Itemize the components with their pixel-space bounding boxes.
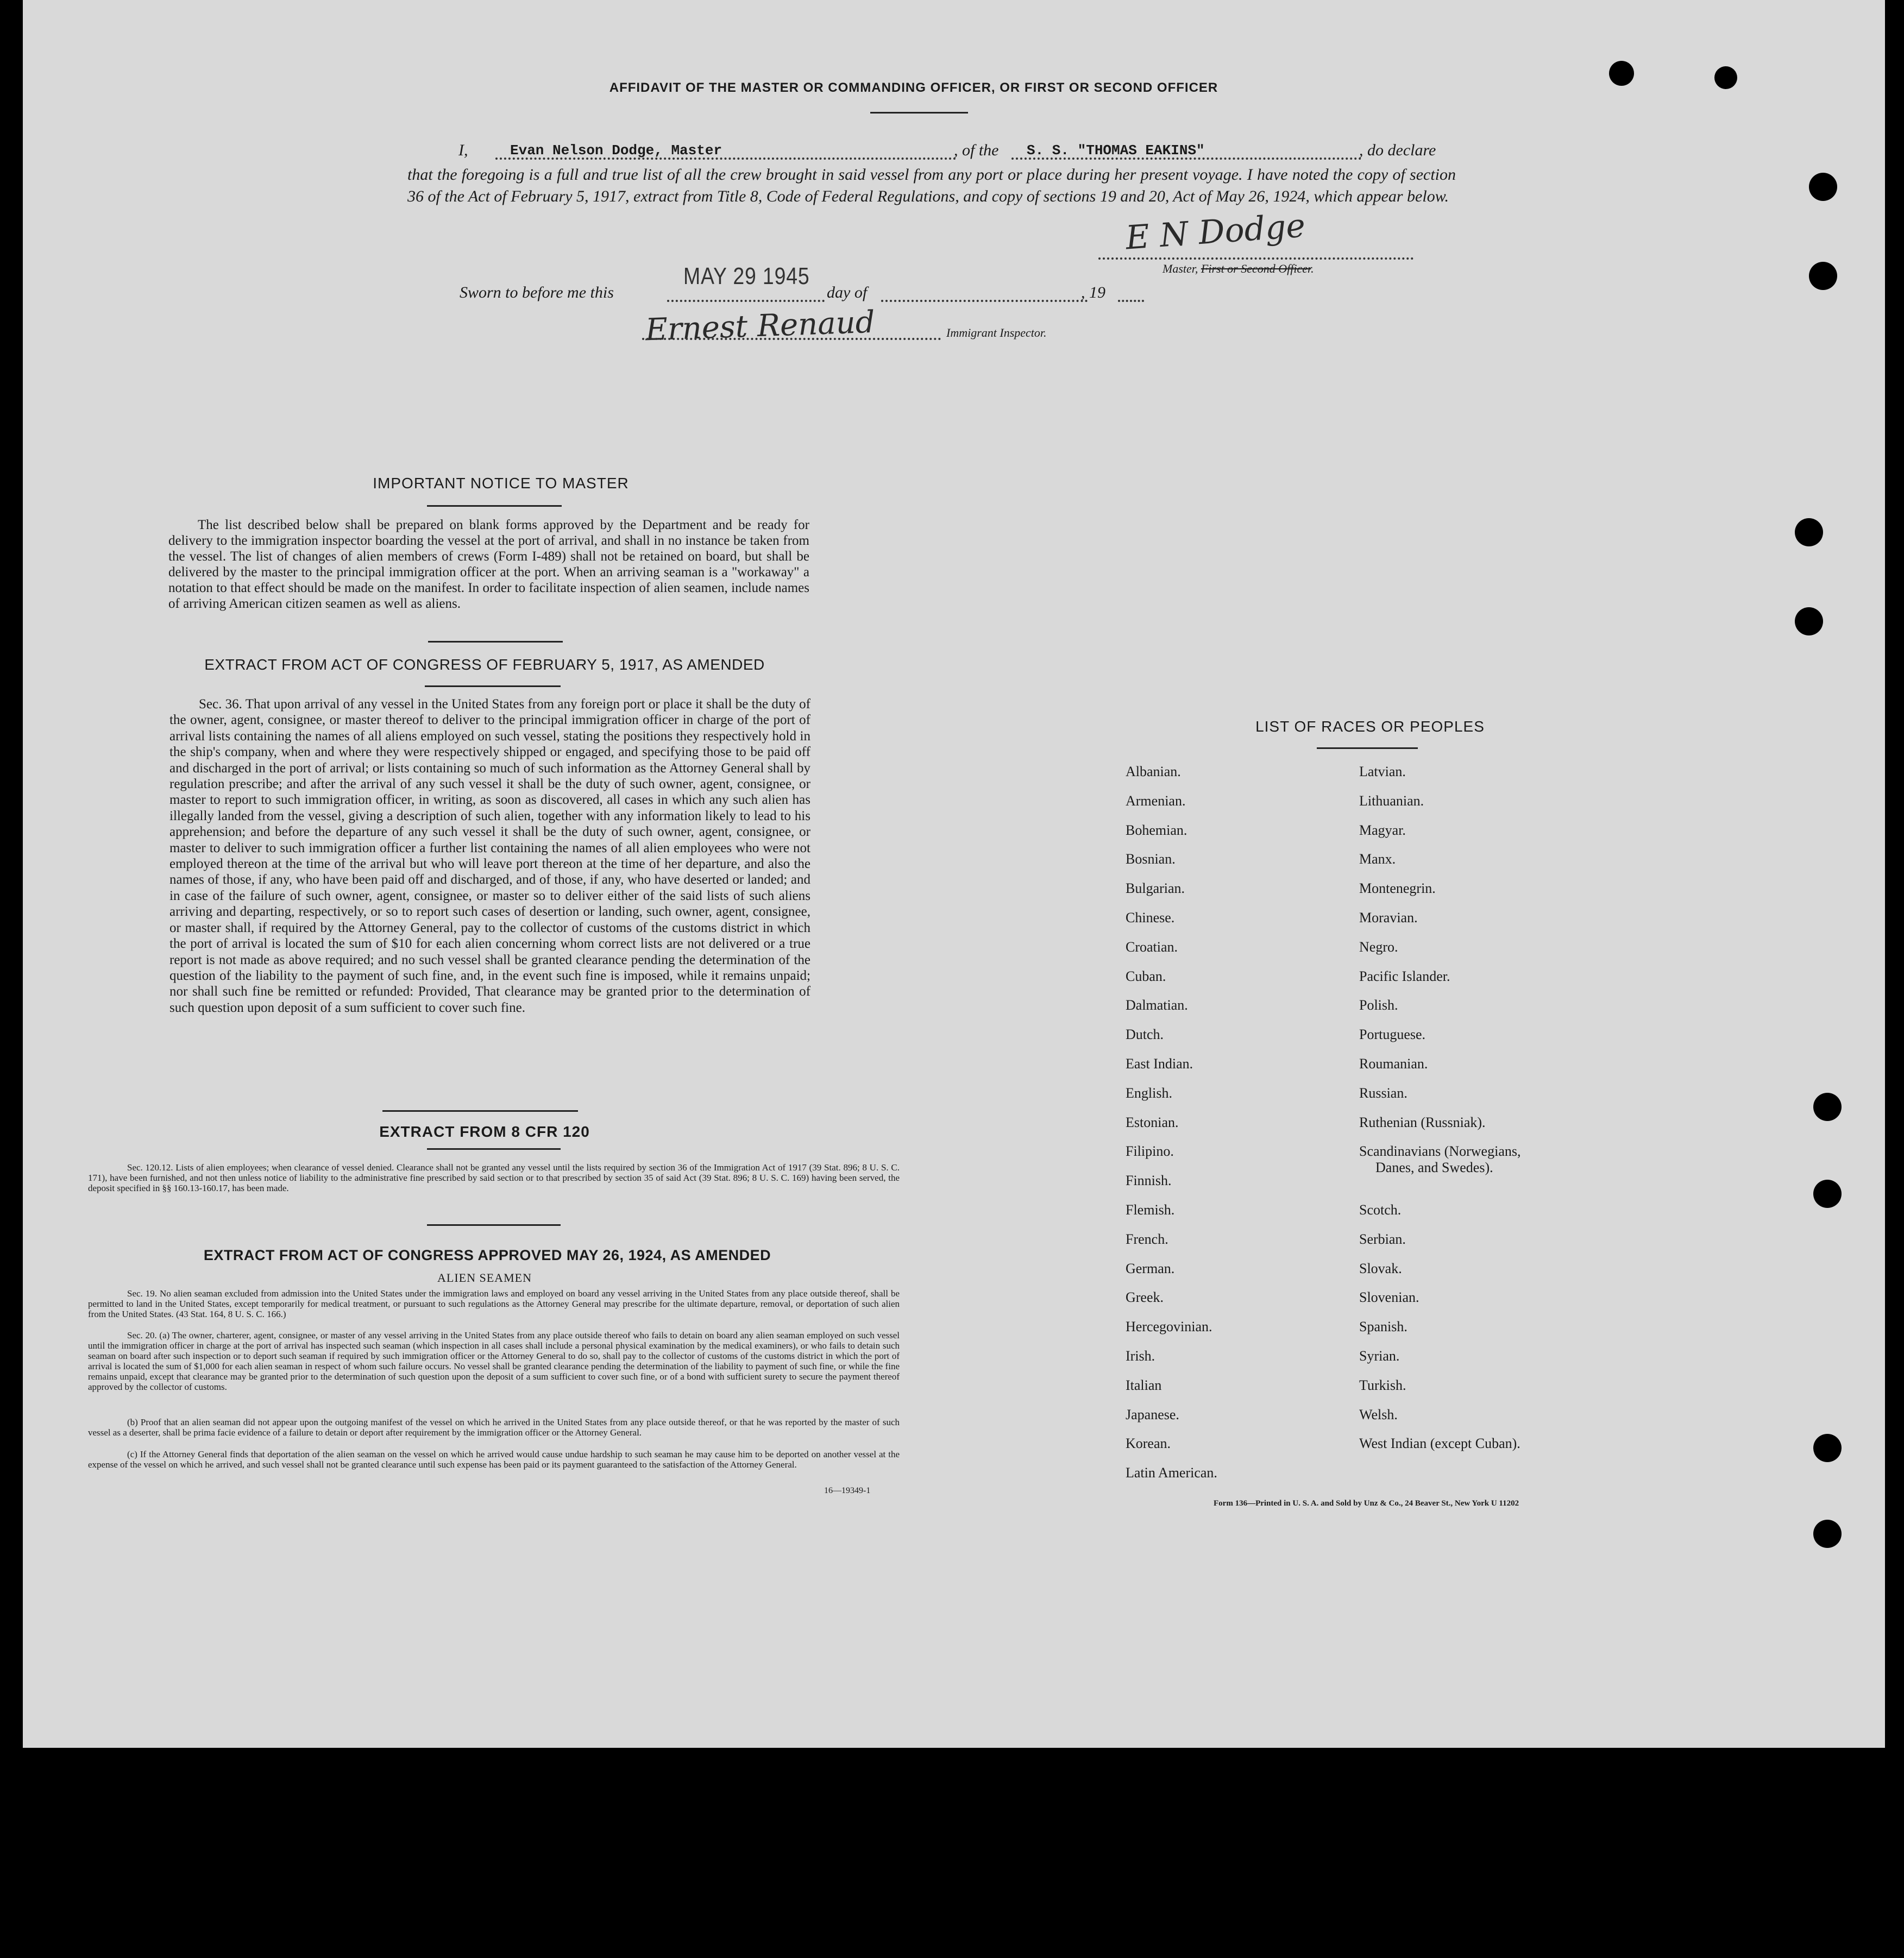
notice-text: The list described below shall be prepared on blank forms approved by the Department and be ready for delivery to the immigration inspector boarding the vessel at the port of arrival, and shall in no instance be taken from the vessel. The list of changes of alien members of crews (Form I-489) shall not be retained on board, but shall be delivered by the master to the principal immigration officer at the port. When an arriving seaman is a "workaway" a notation to that effect should be made on the manifest. In order to facilitate inspection of alien seamen, include names of arriving American citizen seamen as well as aliens.	[168, 518, 809, 611]
race-item: Danes, and Swedes).	[1375, 1160, 1493, 1176]
vessel-name-field: S. S. "THOMAS EAKINS"	[1027, 142, 1205, 159]
extract-1924-sec20b: (b) Proof that an alien seaman did not appear upon the outgoing manifest of the vessel on which he arrived in the United States from any place outside thereof, or that he was reported by the master of such vessel as a deserter, shall be prima facie evidence of a failure to detain or deport after requirement by the immigration officer or the Attorney General.	[88, 1417, 900, 1438]
extract-1924-sec20c: (c) If the Attorney General finds that deportation of the alien seaman on the vessel on which he arrived would cause undue hardship to such seaman he may cause him to be deported on another vessel at the expense of the vessel on which he arrived, and such vessel shall not be granted clearance until such expense has been paid or its payment guaranteed to the satisfaction of the Attorney General.	[88, 1449, 900, 1470]
race-item: Serbian.	[1359, 1231, 1406, 1247]
race-item: Moravian.	[1359, 910, 1418, 926]
binder-hole	[1809, 262, 1837, 290]
race-item: Latvian.	[1359, 764, 1406, 779]
inspector-caption: Immigrant Inspector.	[946, 326, 1047, 339]
binder-hole	[1714, 66, 1737, 89]
race-item: Dalmatian.	[1126, 997, 1188, 1013]
master-name-field: Evan Nelson Dodge, Master	[510, 142, 722, 159]
race-item: Scotch.	[1359, 1202, 1402, 1218]
race-item: Spanish.	[1359, 1319, 1407, 1335]
race-item: Finnish.	[1126, 1173, 1172, 1189]
race-item: Montenegrin.	[1359, 880, 1436, 897]
race-item: French.	[1126, 1231, 1168, 1247]
form-note: Form 136—Printed in U. S. A. and Sold by Unz & Co., 24 Beaver St., New York U 11202	[1214, 1499, 1519, 1508]
divider	[1317, 747, 1418, 749]
race-item: Italian	[1126, 1377, 1162, 1393]
race-item: Flemish.	[1126, 1202, 1175, 1218]
race-item: Scandinavians (Norwegians,	[1359, 1143, 1521, 1160]
date-stamp: MAY 29 1945	[683, 263, 810, 289]
race-item: English.	[1126, 1085, 1172, 1101]
race-item: Latin American.	[1126, 1465, 1217, 1481]
divider	[427, 1148, 561, 1150]
race-item: Syrian.	[1359, 1348, 1400, 1364]
race-item: Irish.	[1126, 1348, 1155, 1364]
year-label: , 19	[1081, 284, 1105, 301]
year-line	[1118, 300, 1144, 302]
race-item: Roumanian.	[1359, 1056, 1428, 1072]
master-caption	[1162, 262, 1314, 276]
race-item: Chinese.	[1126, 910, 1175, 926]
binder-hole	[1795, 607, 1823, 635]
day-line	[667, 300, 825, 302]
race-item: Albanian.	[1126, 764, 1181, 779]
binder-hole	[1813, 1434, 1842, 1462]
master-caption-prefix: Master,	[1162, 262, 1201, 275]
race-item: Armenian.	[1126, 792, 1186, 809]
race-item: Negro.	[1359, 939, 1398, 955]
master-name-line	[495, 158, 956, 160]
race-item: Slovenian.	[1359, 1289, 1419, 1306]
master-signature: E N Dodge	[1124, 206, 1307, 257]
race-item: Bulgarian.	[1126, 880, 1185, 897]
race-item: Pacific Islander.	[1359, 968, 1450, 984]
race-item: Welsh.	[1359, 1406, 1398, 1422]
month-line	[881, 300, 1088, 302]
race-item: Japanese.	[1126, 1406, 1179, 1422]
declaration-text: that the foregoing is a full and true list of all the crew brought in said vessel from any port or place during her present voyage. I have noted the copy of section 36 of the Act of February 5, 1917, extract from Title 8, Code of Federal Regulations, and copy of sections 19 and 20, Act of May 26, 1924, which appear below.	[407, 166, 1456, 205]
do-declare-label: , do declare	[1359, 141, 1436, 159]
race-item: West Indian (except Cuban).	[1359, 1436, 1520, 1452]
extract-cfr-text: Sec. 120.12. Lists of alien employees; when clearance of vessel denied. Clearance shall not be granted any vessel until the lists required by section 36 of the Immigration Act of 1917 (39 Stat. 896; 8 U. S. C. 171), have been furnished, and not then unless notice of liability to the administrative fine prescribed by said section or to that prescribed by section 35 of said Act (39 Stat. 896; 8 U. S. C. 169) having been served, the deposit specified in §§ 160.13-160.17, has been made.	[88, 1162, 900, 1193]
document-page	[23, 0, 1885, 1748]
inspector-line	[642, 338, 941, 340]
binder-hole	[1813, 1180, 1842, 1208]
master-caption-suffix: .	[1311, 262, 1314, 275]
races-title: LIST OF RACES OR PEOPLES	[1255, 718, 1485, 735]
race-item: Polish.	[1359, 997, 1398, 1013]
race-item: Bosnian.	[1126, 851, 1176, 867]
divider	[425, 685, 561, 687]
extract-1917-text: Sec. 36. That upon arrival of any vessel in the United States from any foreign port or place it shall be the duty of the owner, agent, consignee, or master thereof to deliver to the principal immigration officer in charge of the port of arrival lists containing the names of all aliens employed on such vessel, stating the positions they respectively hold in the ship's company, when and where they were respectively shipped or engaged, and specifying those to be paid off and discharged in the port of arrival; or lists containing so much of such information as the Attorney General shall by regulation prescribe; and after the arrival of any such vessel it shall be the duty of such owner, agent, consignee, or master to report to such immigration officer, in writing, as soon as discovered, all cases in which any such alien has illegally landed from the vessel, giving a description of such alien, together with any information likely to lead to his apprehension; and before the departure of any such vessel it shall be the duty of such owner, agent, consignee, or master to deliver to such immigration officer a further list containing the names of all alien employees who were not employed thereon at the time of the arrival but who will leave port thereon at the time of her departure, and also the names of those, if any, who have been paid off and discharged, and of those, if any, who have deserted or landed; and in case of the failure of such owner, agent, consignee, or master so to deliver either of the said lists of such aliens arriving and departing, respectively, or so to report such cases of desertion or landing, such owner, agent, consignee, or master shall, if required by the Attorney General, pay to the collector of customs of the customs district in which the port of arrival is located the sum of $10 for each alien concerning whom correct lists are not delivered or a true report is not made as above required; and no such vessel shall be granted clearance pending the determination of the question of the liability to the payment of such fine, and, in the event such fine is imposed, while it remains unpaid; nor shall such fine be remitted or refunded: Provided, That clearance may be granted prior to the determination of such question upon deposit of a sum sufficient to cover such fine.	[169, 697, 810, 1015]
form-code: 16—19349-1	[824, 1486, 871, 1495]
race-item: Korean.	[1126, 1436, 1171, 1452]
race-item: Ruthenian (Russniak).	[1359, 1114, 1486, 1130]
binder-hole	[1813, 1093, 1842, 1121]
race-item: Cuban.	[1126, 968, 1166, 984]
of-the-label: , of the	[954, 141, 999, 159]
race-item: Magyar.	[1359, 822, 1406, 838]
divider	[427, 1224, 561, 1226]
race-item: Manx.	[1359, 851, 1396, 867]
sworn-label: Sworn to before me this	[460, 284, 614, 301]
divider	[870, 112, 968, 114]
race-item: Portuguese.	[1359, 1027, 1426, 1043]
extract-1924-sec20a: Sec. 20. (a) The owner, charterer, agent, consignee, or master of any vessel arriving in the United States from any place outside thereof who fails to detain on board any alien seaman employed on such vessel until the immigration officer in charge at the port of arrival has inspected such seaman (which inspection in all cases shall include a personal physical examination by the medical examiners), or who fails to detain such seaman on board after such inspection or to deport such seaman if required by such immigration officer or the Attorney General to do so, shall pay to the collector of customs of the customs district in which the port of arrival is located the sum of $1,000 for each alien seaman in respect of whom such failure occurs. No vessel shall be granted clearance pending the determination of the liability to payment of such fine, or while the fine remains unpaid, except that clearance may be granted prior to the determination of such question upon the deposit of a sum sufficient to cover such fine, or of a bond with sufficient surety to secure the payment thereof approved by the collector of customs.	[88, 1330, 900, 1392]
signature-line	[1098, 257, 1413, 260]
affidavit-title: AFFIDAVIT OF THE MASTER OR COMMANDING OFFICER, OR FIRST OR SECOND OFFICER	[609, 80, 1218, 95]
race-item: Slovak.	[1359, 1260, 1402, 1276]
binder-hole	[1795, 518, 1823, 546]
day-of-label: day of	[827, 284, 868, 301]
race-item: Greek.	[1126, 1289, 1164, 1306]
race-item: Croatian.	[1126, 939, 1178, 955]
binder-hole	[1809, 173, 1837, 201]
divider	[427, 505, 562, 507]
divider	[428, 641, 563, 643]
race-item: Russian.	[1359, 1085, 1407, 1101]
race-item: Bohemian.	[1126, 822, 1187, 838]
binder-hole	[1609, 61, 1634, 86]
race-item: Estonian.	[1126, 1114, 1179, 1130]
binder-hole	[1813, 1520, 1842, 1548]
race-item: German.	[1126, 1260, 1175, 1276]
master-caption-struck: First or Second Officer	[1201, 262, 1311, 275]
extract-1924-title: EXTRACT FROM ACT OF CONGRESS APPROVED MAY 26, 1924, AS AMENDED	[203, 1247, 771, 1263]
extract-1917-title: EXTRACT FROM ACT OF CONGRESS OF FEBRUARY 5, 1917, AS AMENDED	[204, 656, 765, 673]
notice-title: IMPORTANT NOTICE TO MASTER	[373, 475, 629, 492]
divider	[382, 1110, 578, 1112]
extract-cfr-title: EXTRACT FROM 8 CFR 120	[379, 1123, 590, 1140]
race-item: Hercegovinian.	[1126, 1319, 1212, 1335]
extract-1924-sec19: Sec. 19. No alien seaman excluded from admission into the United States under the immigration laws and employed on board any vessel arriving in the United States from any place outside thereof, shall be permitted to land in the United States, except temporarily for medical treatment, or pursuant to such regulations as the Attorney General may prescribe for the ultimate departure, removal, or deportation of such alien from the United States. (43 Stat. 164, 8 U. S. C. 166.)	[88, 1288, 900, 1319]
race-item: Dutch.	[1126, 1027, 1164, 1043]
extract-1924-subtitle: ALIEN SEAMEN	[437, 1271, 532, 1285]
race-item: Lithuanian.	[1359, 792, 1424, 809]
inspector-signature: Ernest Renaud	[644, 304, 876, 348]
vessel-name-line	[1011, 158, 1361, 160]
i-label: I,	[458, 141, 468, 159]
race-item: Turkish.	[1359, 1377, 1406, 1393]
race-item: East Indian.	[1126, 1056, 1193, 1072]
race-item: Filipino.	[1126, 1143, 1174, 1160]
